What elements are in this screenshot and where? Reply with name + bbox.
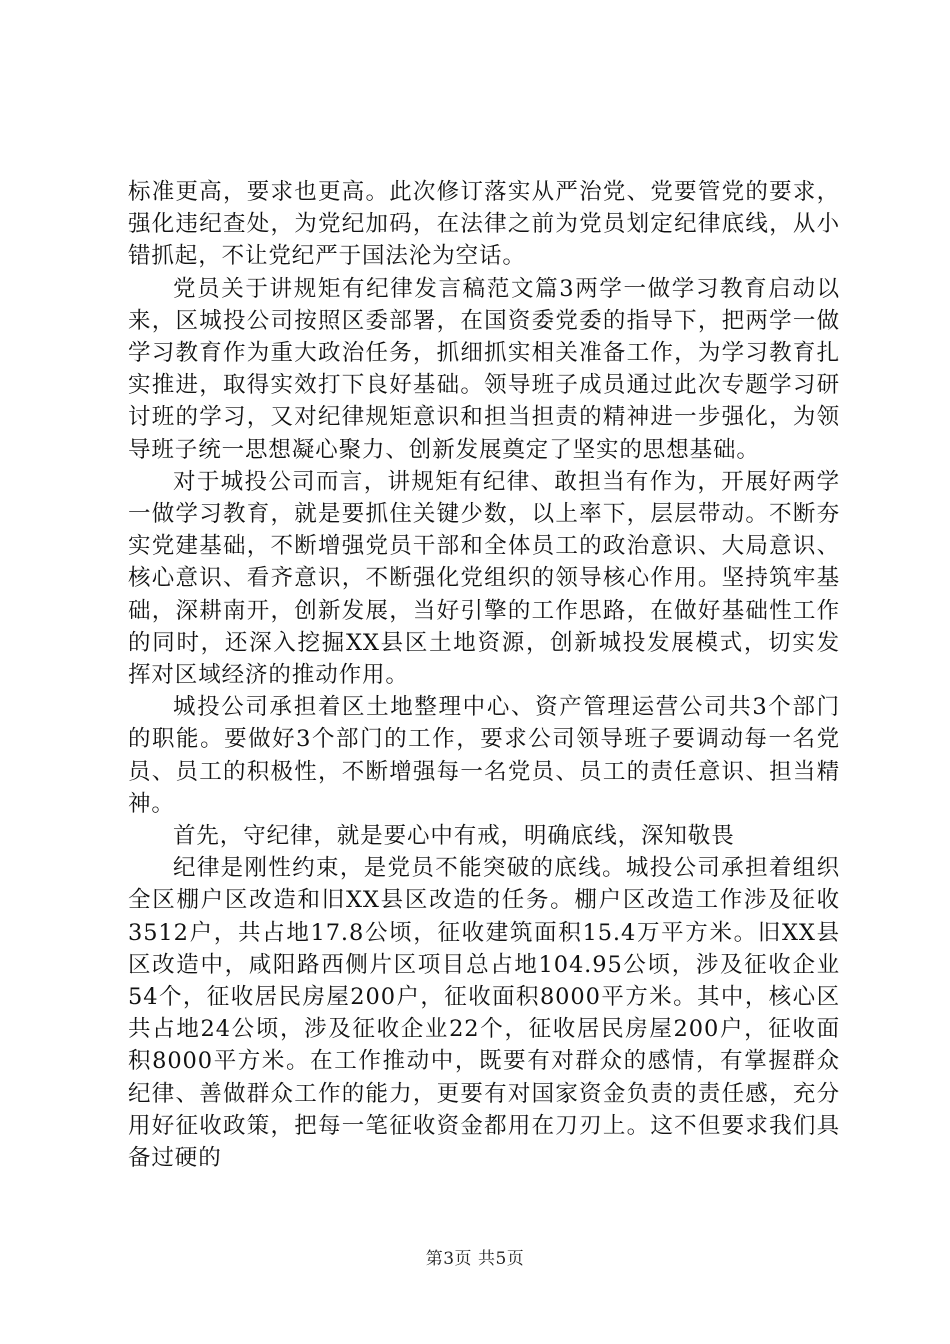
document-body <box>128 176 840 1174</box>
paragraph-continuation: 标准更高，要求也更高。此次修订落实从严治党、党要管党的要求，强化违纪查处，为党纪加码，在法律之前为党员划定纪律底线，从小错抓起，不让党纪严于国法沦为空话。 <box>128 179 840 270</box>
paragraph-departments: 城投公司承担着区土地整理中心、资产管理运营公司共3个部门的职能。要做好3个部门的工作，要求公司领导班子要调动每一名党员、员工的积极性，不断增强每一名党员、员工的责任意识、担当精神。 <box>128 694 840 817</box>
paragraph-article-3-intro: 党员关于讲规矩有纪律发言稿范文篇3两学一做学习教育启动以来，区城投公司按照区委部署，在国资委党委的指导下，把两学一做学习教育作为重大政治任务，抓细抓实相关准备工作，为学习教育扎实推进，取得实效打下良好基础。领导班子成员通过此次专题学习研讨班的学习，又对纪律规矩意识和担当担责的精神进一步强化，为领导班子统一思想凝心聚力、创新发展奠定了坚实的思想基础。 <box>128 275 840 463</box>
paragraph-discipline-detail: 纪律是刚性约束，是党员不能突破的底线。城投公司承担着组织全区棚户区改造和旧XX县区改造的任务。棚户区改造工作涉及征收3512户，共占地17.8公顷，征收建筑面积15.4万平方米。旧XX县区改造中，咸阳路西侧片区项目总占地104.95公顷，涉及征收企业54个，征收居民房屋200户，征收面积8000平方米。其中，核心区共占地24公顷，涉及征收企业22个，征收居民房屋200户，征收面积8000平方米。在工作推动中，既要有对群众的感情，有掌握群众纪律、善做群众工作的能力，更要有对国家资金负责的责任感，充分用好征收政策，把每一笔征收资金都用在刀刃上。这不但要求我们具备过硬的 <box>128 855 840 1172</box>
paragraph-company-duties: 对于城投公司而言，讲规矩有纪律、敢担当有作为，开展好两学一做学习教育，就是要抓住关键少数，以上率下，层层带动。不断夯实党建基础，不断增强党员干部和全体员工的政治意识、大局意识、核心意识、看齐意识，不断强化党组织的领导核心作用。坚持筑牢基础，深耕南开，创新发展，当好引擎的工作思路，在做好基础性工作的同时，还深入挖掘XX县区土地资源，创新城投发展模式，切实发挥对区域经济的推动作用。 <box>128 468 840 689</box>
page-footer: 第3页 共5页 <box>425 1249 525 1269</box>
section-heading-discipline: 首先，守纪律，就是要心中有戒，明确底线，深知敬畏 <box>173 823 735 850</box>
